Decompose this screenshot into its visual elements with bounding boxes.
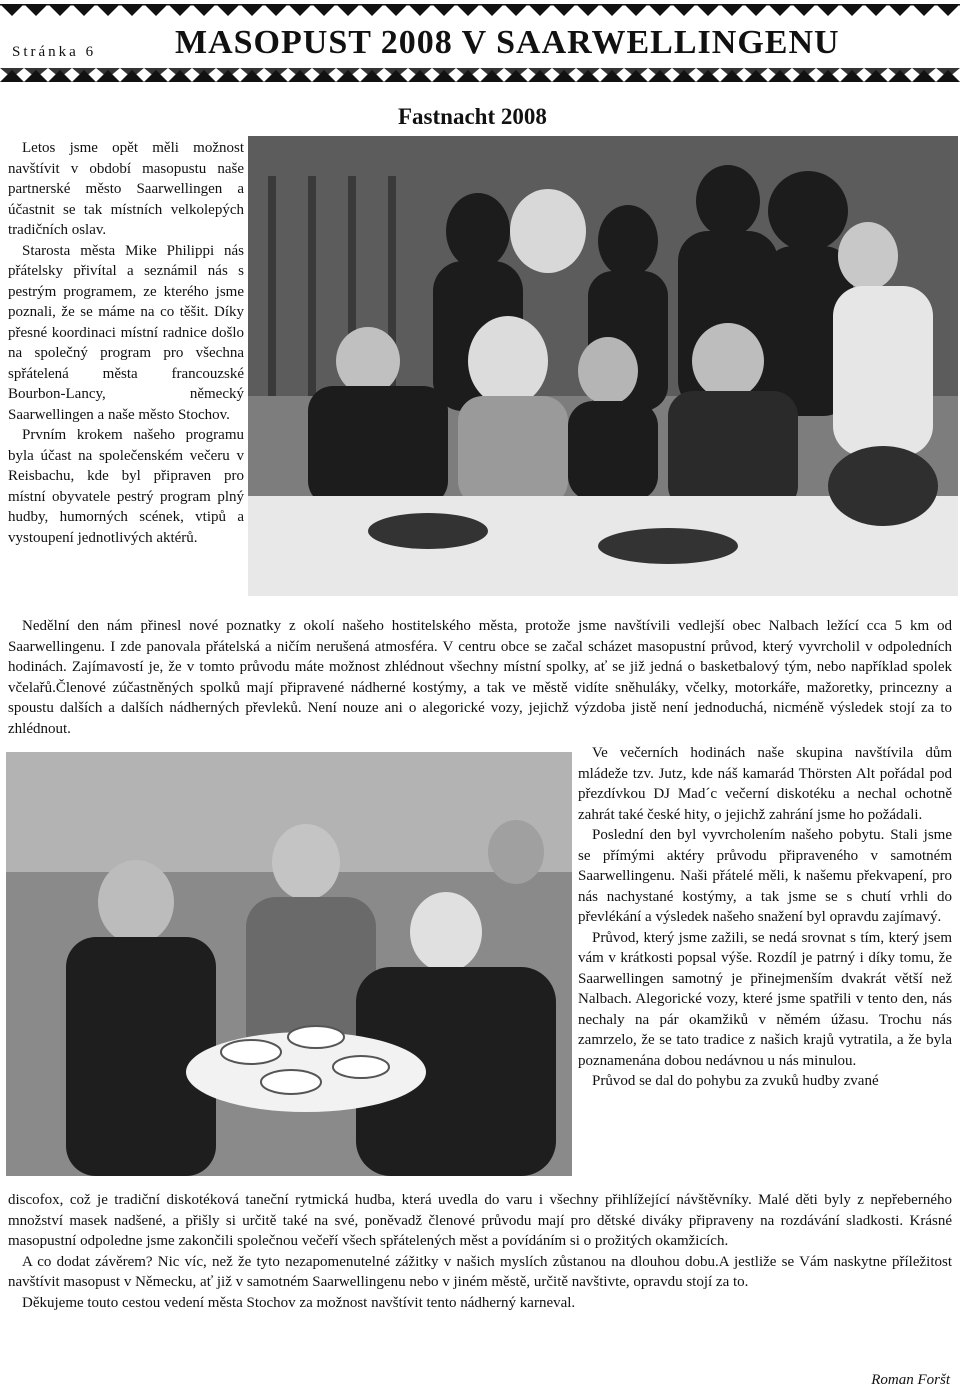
closing-paragraph: A co dodat závěrem? Nic víc, než že tyto nezapomenutelné zážitky v našich myslích zůstanou na dlouhou dobu.A jestliže se Vám naskytne příležitost navštívit masopust v Německu, ať již v samotném Saarwellingenu nebo v jiném městě, určitě navštivte, opravdu stojí za to. — [8, 1253, 952, 1290]
page-title: MASOPUST 2008 V SAARWELLINGENU — [175, 24, 840, 61]
middle-paragraph: Nedělní den nám přinesl nové poznatky z okolí našeho hostitelského města, protože jsme navštívili vedlejší obec Nalbach ležící cca 5 km od Saarwellingenu. I zde panovala přátelská a ničím nerušená atmosféra. V centru obce se začal scházet masopustní průvod, který vyvrcholil v odpoledních hodinách. Zajímavostí je, že v tomto průvodu máte možnost zhlédnout všechny místní spolky, ať se již jedná o basketbalový tým, nebo například spolek včelařů.Členové zúčastněných spolků mají připravené nádherné kostýmy, a tak ve městě vidíte sněhuláky, včelky, motorkáře, mažoretky, princezny a spoustu dalších a dalších nádherných převleků. Není nouze ani o alegorické vozy, jejichž výzdoba jistě není jednoduchá, nicméně výsledek stojí za to zhlédnout. — [8, 618, 952, 737]
header-top-border — [0, 4, 960, 18]
intro-paragraph: Starosta města Mike Philippi nás přátelsky přivítal a seznámil nás s pestrým programem, ze kterého jsme poznali, že se máme na co těšit. Díky přesné koordinaci místní radnice došlo na společný program pro všechna spřátelená města francouzské Bourbon-Lancy, německý Saarwellingen a naše město Stochov. — [8, 242, 244, 423]
intro-text-column — [8, 138, 244, 548]
header-bottom-border — [0, 68, 960, 82]
costume-table-photo — [6, 752, 572, 1176]
right-paragraph: Poslední den byl vyvrcholením našeho pobytu. Stali jsme se přímými aktéry průvodu připraveného v samotném Saarwellingenu. Naši přátelé měli, k našemu překvapení, pro nás nachystané kostýmy, a tak jsme se s chutí vrhli do převlékání a výsledek našeho snažení byl opravdu zajímavý. — [578, 827, 952, 925]
photo-caption: Fastnacht 2008 — [398, 104, 547, 129]
page-number: Stránka 6 — [12, 44, 97, 60]
author-signature: Roman Foršt — [871, 1372, 950, 1388]
right-paragraph: Průvod se dal do pohybu za zvuků hudby zvané — [592, 1073, 879, 1089]
intro-paragraph: Prvním krokem našeho programu byla účast na společenském večeru v Reisbachu, kde byl připraven pro místní obyvatele pestrý program plný hudby, humorných scének, vtipů a vystoupení jednotlivých aktérů. — [8, 427, 244, 546]
page-header — [0, 0, 960, 110]
intro-paragraph: Letos jsme opět měli možnost navštívit v období masopustu naše partnerské město Saarwellingen a účastnit se tak místních velkolepých tradičních oslav. — [8, 140, 244, 238]
closing-text-block — [8, 1190, 952, 1313]
right-paragraph: Ve večerních hodinách naše skupina navštívila dům mládeže tzv. Jutz, kde náš kamarád Thörsten Alt pořádal pod přezdívkou DJ Mad´c večerní diskotéku a nechal ochotně zahrát také české hity, o jejichž zahrání jsme ho požádali. — [578, 745, 952, 823]
closing-paragraph: Děkujeme touto cestou vedení města Stochov za možnost navštívit tento nádherný karneval. — [22, 1294, 576, 1311]
right-paragraph: Průvod, který jsme zažili, se nedá srovnat s tím, který jsem vám v krátkosti popsal výše. Rozdíl je patrný i díky tomu, že Saarwellingen samotný je přinejmenším dvakrát větší než Nalbach. Alegorické vozy, které jsme spatřili v tento den, nás nechaly na pár okamžiků v němém úžasu. Trochu nás zamrzelo, že se tato tradice z našich krajů vytratila, a že byla poznamenána dobou nedávnou u nás minulou. — [578, 929, 952, 1069]
middle-text-block — [8, 616, 952, 739]
closing-paragraph: discofox, což je tradiční diskotéková taneční rytmická hudba, která uvedla do varu i všechny přihlížející návštěvníky. Malé děti byly z nepřeberného množství masek nadšené, a přišly si určitě také na své, poněvadž členové průvodu mají pro dětské diváky připraveny na rozdávání sladkosti. Krásné masopustní odpoledne jsme zakončili společnou večeří všech spřátelených měst a povídáním si o prožitých okamžicích. — [8, 1192, 952, 1249]
group-photo-costumes — [248, 136, 958, 596]
right-text-column — [578, 743, 952, 1092]
